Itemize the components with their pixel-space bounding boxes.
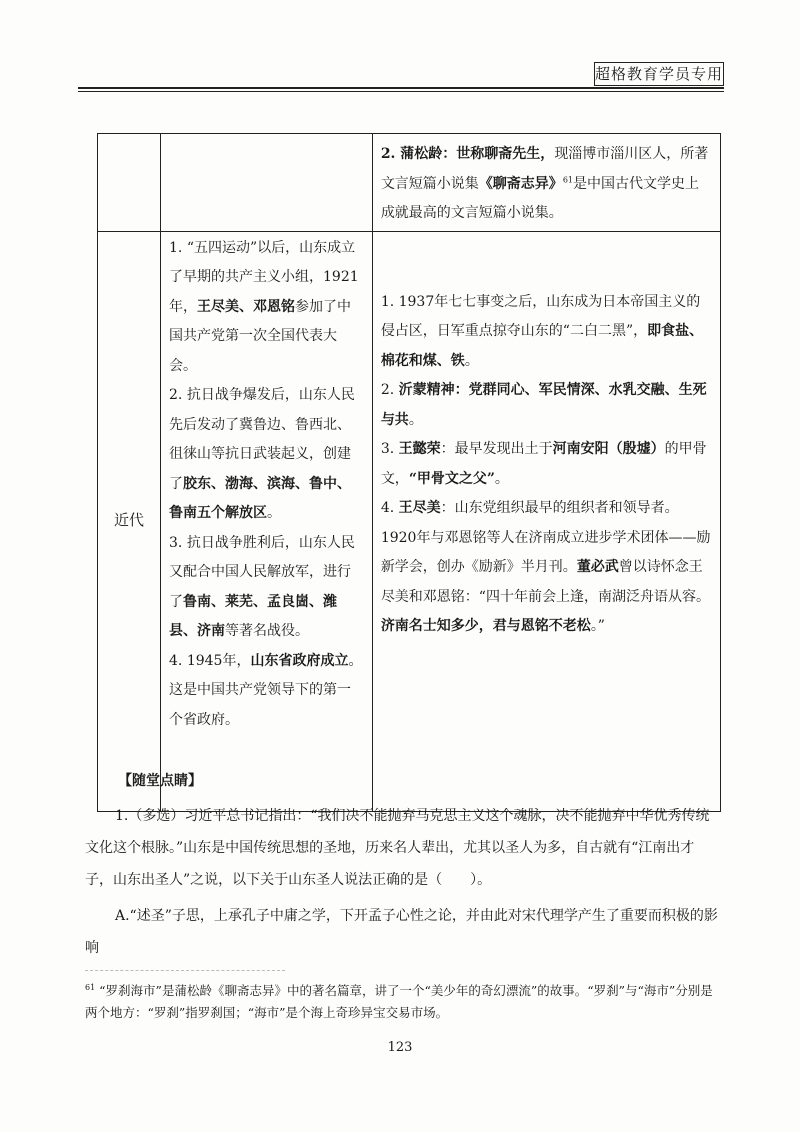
footnote-divider: [85, 970, 285, 971]
era-label: 近代: [114, 511, 145, 530]
table-row: [98, 231, 721, 811]
header-rule-thin: [78, 91, 724, 92]
event-item: 3. 抗日战争胜利后，山东人民又配合中国人民解放军，进行了鲁南、莱芜、孟良崮、潍县、济南等著名战役。: [169, 534, 355, 639]
figure-entry: 2. 沂蒙精神：党群同心、军民情深、水乳交融、生死与共。: [380, 382, 707, 428]
figure-entry: 1. 1937年七七事变之后，山东成为日本帝国主义的侵占区，日军重点掠夺山东的“二白二黑”，即食盐、棉花和煤、铁。: [380, 293, 704, 369]
footnote: [85, 980, 721, 1024]
era-cell: [98, 231, 161, 811]
header-tag: 超格教育学员专用: [594, 62, 724, 86]
question-text: 1.（多选）习近平总书记指出：“我们决不能抛弃马克思主义这个魂脉，决不能抛弃中华优秀传统文化这个根脉。”山东是中国传统思想的圣地，历来名人辈出，尤其以圣人为多，自古就有“江南出才子，山东出圣人”之说，以下关于山东圣人说法正确的是（ ）。: [85, 808, 710, 888]
footnote-text: “罗刹海市”是蒲松龄《聊斋志异》中的著名篇章，讲了一个“美少年的奇幻漂流”的故事。“罗刹”与“海市”分别是两个地方：“罗刹”指罗刹国；“海市”是个海上奇珍异宝交易市场。: [85, 983, 713, 1020]
header-rule: [78, 87, 724, 89]
section-label: 【随堂点睛】: [118, 773, 202, 789]
event-item: 1. “五四运动”以后，山东成立了早期的共产主义小组，1921年，王尽美、邓恩铭参加了中国共产党第一次全国代表大会。: [169, 239, 359, 374]
table-row: [98, 134, 721, 232]
event-item: 2. 抗日战争爆发后，山东人民先后发动了冀鲁边、鲁西北、徂徕山等抗日武装起义，创建了胶东、渤海、滨海、鲁中、鲁南五个解放区。: [169, 387, 355, 521]
era-cell: [98, 134, 161, 232]
events-cell: [161, 134, 373, 232]
footnote-ref: 61: [562, 174, 573, 184]
event-item: 4. 1945年，山东省政府成立。这是中国共产党领导下的第一个省政府。: [169, 652, 363, 728]
figure-entry-pu-songling: 2. 蒲松龄：世称聊斋先生，现淄博市淄川区人，所著文言短篇小说集《聊斋志异》$^{61}$是中国古代文学史上成就最高的文言短篇小说集。: [380, 146, 709, 221]
option-a: A.“述圣”子思，上承孔子中庸之学，下开孟子心性之论，并由此对宋代理学产生了重要而积极的影响: [85, 908, 718, 956]
footnote-mark: 61: [85, 982, 96, 992]
figure-entry: 3. 王懿荣：最早发现出土于河南安阳（殷墟）的甲骨文，“甲骨文之父”。: [380, 441, 707, 487]
history-table: [97, 133, 721, 812]
figures-cell: [372, 134, 720, 232]
page-number: 123: [387, 1040, 413, 1055]
figure-entry: 4. 王尽美：山东党组织最早的组织者和领导者。1920年与邓恩铭等人在济南成立进步学术团体——励新学会，创办《励新》半月刊。董必武曾以诗怀念王尽美和邓恩铭：“四十年前会上逢，南湖泛舟语从容。济南名士知多少，君与恩铭不老松。”: [380, 500, 711, 634]
events-cell: [161, 231, 373, 811]
figures-cell: [372, 231, 720, 811]
